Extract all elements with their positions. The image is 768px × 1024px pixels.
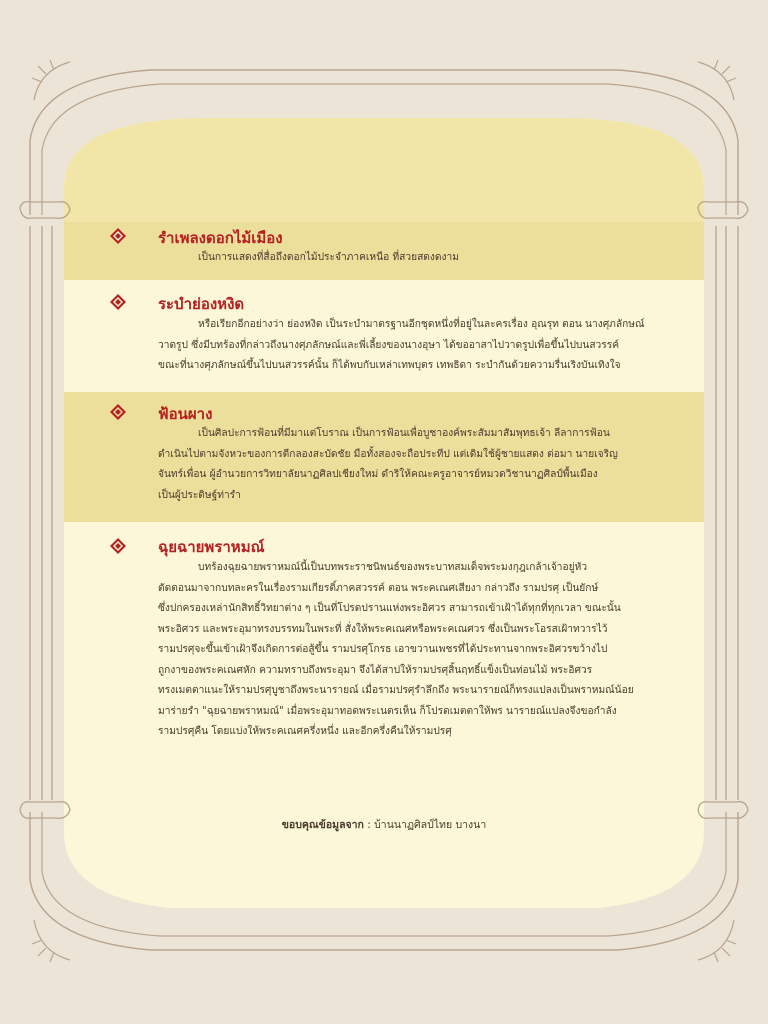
- credit-source: บ้านนาฏศิลป์ไทย บางนา: [374, 819, 487, 831]
- credit-label: ขอบคุณข้อมูลจาก: [281, 819, 364, 831]
- body-line: รามปรศุคืน โดยแบ่งให้พระคเณศครึ่งหนึ่ง และอีกครึ่งคืนให้รามปรศุ: [158, 726, 452, 737]
- body-line: จันทร์เพื่อน ผู้อำนวยการวิทยาลัยนาฏศิลปเชียงใหม่ ดำริให้คณะครูอาจารย์หมวดวิชานาฏศิลป์พื้นเมือง: [158, 469, 598, 480]
- section-title: ฉุยฉายพราหมณ์: [158, 538, 265, 556]
- body-line: หรือเรียกอีกอย่างว่า ย่องหงิด เป็นระบำมาตรฐานอีกชุดหนึ่งที่อยู่ในละครเรื่อง อุณรุท ตอน นางศุภลักษณ์: [198, 319, 645, 330]
- section-body: [158, 424, 688, 506]
- section-body: [158, 558, 688, 743]
- diamond-ornament-icon: [110, 404, 126, 420]
- body-line: เป็นการแสดงที่สื่อถึงดอกไม้ประจำภาคเหนือ ที่สวยสดงดงาม: [198, 252, 459, 263]
- body-line: วาดรูป ซึ่งมีบทร้องที่กล่าวถึงนางศุภลักษณ์และพี่เลี้ยงของนางอุษา ได้ขออาสาไปวาดรูปเพื่อขึ้นไปบนสวรรค์: [158, 339, 620, 351]
- panel-top-yellow: [64, 118, 704, 222]
- diamond-ornament-icon: [110, 294, 126, 310]
- section-title: รำเพลงดอกไม้เมือง: [158, 229, 283, 247]
- credit-separator: :: [363, 819, 375, 831]
- body-line: รามปรศุจะขึ้นเข้าเฝ้าจึงเกิดการต่อสู้ขึ้น รามปรศุโกรธ เอาขวานเพชรที่ได้ประทานจากพระอิศวรขว้างไป: [158, 644, 608, 655]
- section-body: [158, 248, 688, 269]
- body-line: บทร้องฉุยฉายพราหมณ์นี้เป็นบทพระราชนิพนธ์ของพระบาทสมเด็จพระมงกุฎเกล้าเจ้าอยู่หัว: [198, 562, 588, 573]
- body-line: ซึ่งปกครองเหล่านักสิทธิ์วิทยาต่าง ๆ เป็นที่โปรดปรานแห่งพระอิศวร สามารถเข้าเฝ้าได้ทุกที่ทุกเวลา ขณะนั้น: [158, 603, 621, 614]
- body-line: ทรงเมตตาแนะให้รามปรศุบูชาถึงพระนารายณ์ เมื่อรามปรศุรำลึกถึง พระนารายณ์ก็ทรงแปลงเป็นพราหมณ์น้อย: [158, 685, 634, 696]
- credit-line: [0, 816, 768, 833]
- section-title: ระบำย่องหงิด: [158, 295, 245, 313]
- section-body: [158, 315, 688, 377]
- body-line: เป็นศิลปะการฟ้อนที่มีมาแต่โบราณ เป็นการฟ้อนเพื่อบูชาองค์พระสัมมาสัมพุทธเจ้า ลีลาการฟ้อน: [198, 428, 610, 439]
- body-line: ถูกงาของพระคเณศหัก ความทราบถึงพระอุมา จึงได้สาปให้รามปรศุสิ้นฤทธิ์แข็งเป็นท่อนไม้ พระอิศวร: [158, 664, 593, 676]
- body-line: ตัดตอนมาจากบทละครในเรื่องรามเกียรติ์ภาคสวรรค์ ตอน พระคเณศเสียงา กล่าวถึง รามปรศุ เป็นยักษ์: [158, 582, 599, 594]
- body-line: มาร่ายรำ "ฉุยฉายพราหมณ์" เมื่อพระอุมาทอดพระเนตรเห็น ก็โปรดเมตตาให้พร นารายณ์แปลงจึงขอกำลัง: [158, 705, 617, 717]
- body-line: ขณะที่นางศุภลักษณ์ขึ้นไปบนสวรรค์นั้น ก็ได้พบกับเหล่าเทพบุตร เทพธิดา ระบำกันด้วยความรื่นเริงบันเทิงใจ: [158, 360, 621, 371]
- section-yong-ngit: [64, 280, 704, 392]
- diamond-ornament-icon: [110, 538, 126, 554]
- section-dok-mai-mueang: [64, 222, 704, 280]
- diamond-ornament-icon: [110, 228, 126, 244]
- section-title: ฟ้อนผาง: [158, 405, 213, 423]
- body-line: เป็นผู้ประดิษฐ์ท่ารำ: [158, 489, 241, 501]
- section-fon-phang: [64, 392, 704, 522]
- section-chuichai-phram: [64, 522, 704, 760]
- body-line: พระอิศวร และพระอุมาทรงบรรทมในพระที่ สั่งให้พระคเณศหรือพระคเณศวร ซึ่งเป็นพระโอรสเฝ้าทวารไว้: [158, 623, 608, 635]
- body-line: ดำเนินไปตามจังหวะของการตีกลองสะบัดชัย มือทั้งสองจะถือประทีป แต่เดิมใช้ผู้ชายแสดง ต่อมา นายเจริญ: [158, 448, 618, 460]
